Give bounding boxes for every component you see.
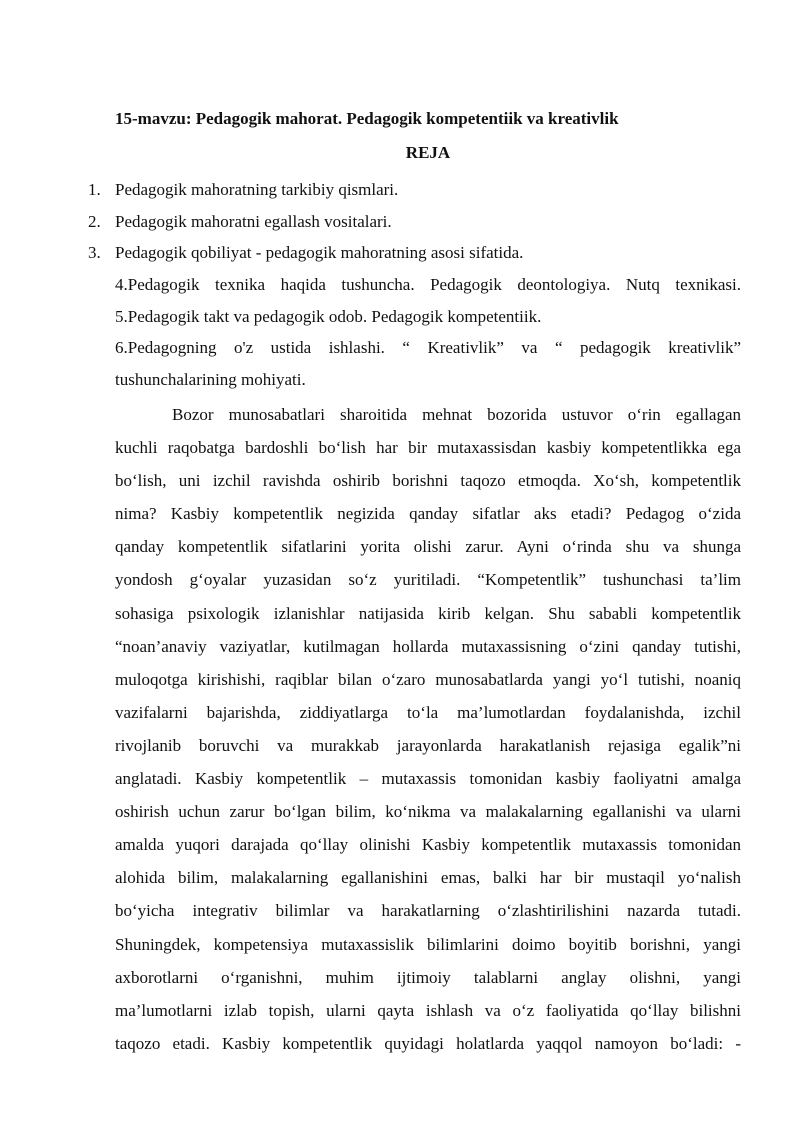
- paragraph-line: rivojlanib boruvchi va murakkab jarayonlarda harakatlanish rejasiga egalik”ni: [115, 735, 741, 755]
- paragraph-line: Shuningdek, kompetensiya mutaxassislik bilimlarini doimo boyitib borishni, yangi: [115, 934, 741, 954]
- list-item-number: 3.: [88, 243, 101, 262]
- list-item-text: Pedagogik mahoratni egallash vositalari.: [115, 211, 392, 231]
- body-paragraph: [115, 398, 741, 1060]
- list-item-number: 1.: [88, 180, 101, 199]
- paragraph-line: muloqotga kirishishi, raqiblar bilan o‘zaro munosabatlarda yangi yo‘l tutishi, noaniq: [115, 669, 741, 689]
- paragraph-line: kuchli raqobatga bardoshli bo‘lish har bir mutaxassisdan kasbiy kompetentlikka ega: [115, 438, 741, 458]
- list-item: [88, 237, 748, 269]
- paragraph-line: “noan’anaviy vaziyatlar, kutilmagan hollarda mutaxassisning o‘zini qanday tutishi,: [115, 636, 741, 656]
- paragraph-line: taqozo etadi. Kasbiy kompetentlik quyidagi holatlarda yaqqol namoyon bo‘ladi: -: [115, 1033, 741, 1053]
- plan-extra-list: [115, 269, 741, 395]
- paragraph-line: amalda yuqori darajada qo‘llay olinishi Kasbiy kompetentlik mutaxassis tomonidan: [115, 835, 741, 855]
- paragraph-line: nima? Kasbiy kompetentlik negizida qanday sifatlar aks etadi? Pedagog o‘zida: [115, 504, 741, 524]
- plan-item-4: 4.Pedagogik texnika haqida tushuncha. Pedagogik deontologiya. Nutq texnikasi.: [115, 275, 741, 294]
- paragraph-line: anglatadi. Kasbiy kompetentlik – mutaxassis tomonidan kasbiy faoliyatni amalga: [115, 769, 741, 789]
- page-title: 15-mavzu: Pedagogik mahorat. Pedagogik kompetentiik va kreativlik: [115, 109, 619, 128]
- paragraph-line: qanday kompetentlik sifatlarini yorita olishi zarur. Ayni o‘rinda shu va shunga: [115, 537, 741, 557]
- paragraph-line: oshirish uchun zarur bo‘lgan bilim, ko‘nikma va malakalarning egallanishi va ularni: [115, 802, 741, 822]
- paragraph-line: vazifalarni bajarishda, ziddiyatlarga to‘la ma’lumotlardan foydalanishda, izchil: [115, 702, 741, 722]
- list-item-number: 2.: [88, 211, 101, 231]
- paragraph-line: axborotlarni o‘rganishni, muhim ijtimoiy talablarni anglay olishni, yangi: [115, 967, 741, 987]
- list-item-text: Pedagogik mahoratning tarkibiy qismlari.: [115, 180, 399, 199]
- paragraph-line: ma’lumotlarni izlab topish, ularni qayta ishlash va o‘z faoliyatida qo‘llay bilishni: [115, 1000, 741, 1020]
- plan-numbered-list: [88, 174, 748, 269]
- list-item-text: Pedagogik qobiliyat - pedagogik mahoratning asosi sifatida.: [115, 243, 524, 262]
- paragraph-line: bo‘yicha integrativ bilimlar va harakatlarning o‘zlashtirilishini nazarda tutadi.: [115, 901, 741, 921]
- list-item: [88, 174, 748, 206]
- paragraph-line: bo‘lish, uni izchil ravishda oshirib borishni taqozo etmoqda. Xo‘sh, kompetentlik: [115, 471, 741, 491]
- list-item: [88, 206, 748, 238]
- paragraph-line: sohasiga psixologik izlanishlar natijasida kirib kelgan. Shu sababli kompetentlik: [115, 603, 741, 623]
- plan-heading: REJA: [405, 143, 451, 162]
- paragraph-line: alohida bilim, malakalarning egallanishini emas, balki har bir mustaqil yo‘nalish: [115, 868, 741, 888]
- plan-item-5: 5.Pedagogik takt va pedagogik odob. Pedagogik kompetentiik.: [115, 306, 542, 326]
- plan-item-6: 6.Pedagogning o'z ustida ishlashi. “ Kreativlik” va “ pedagogik kreativlik” tushunchalarining mohiyati.: [115, 338, 741, 389]
- paragraph-line: Bozor munosabatlari sharoitida mehnat bozorida ustuvor o‘rin egallagan: [172, 405, 741, 424]
- paragraph-line: yondosh g‘oyalar yuzasidan so‘z yuritiladi. “Kompetentlik” tushunchasi ta’lim: [115, 570, 741, 590]
